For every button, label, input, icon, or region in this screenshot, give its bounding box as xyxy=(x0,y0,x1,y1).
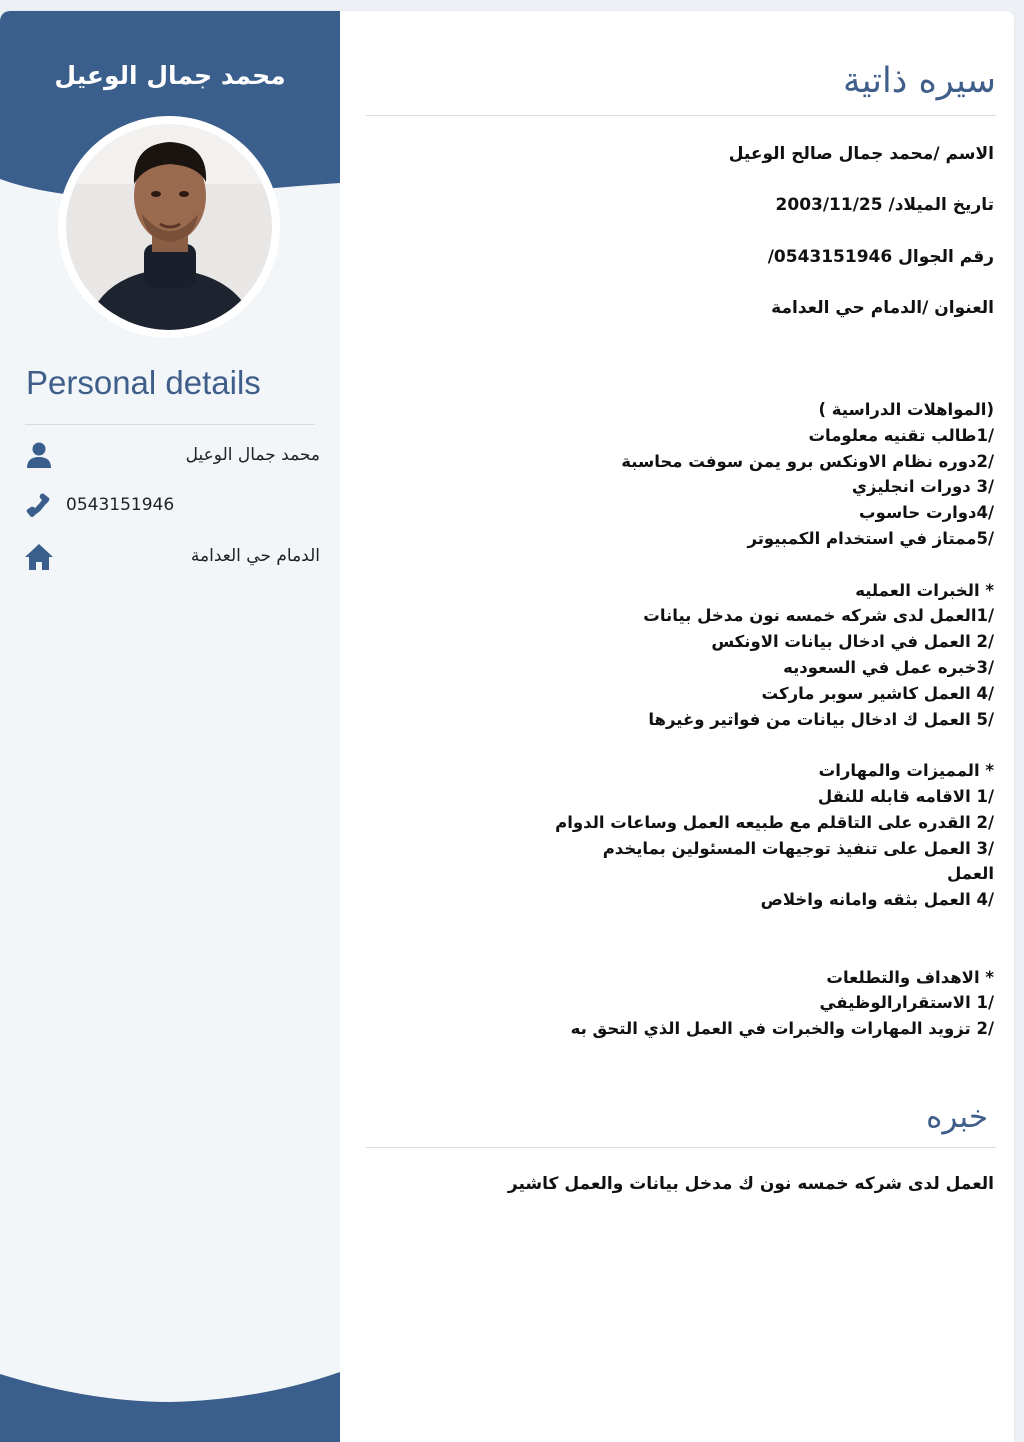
body-line: /1 الاقامه قابله للنقل xyxy=(817,786,994,806)
body-line xyxy=(555,939,994,965)
body-line xyxy=(555,552,994,578)
body-line: /5 العمل ك ادخال بيانات من فواتير وغيرها xyxy=(648,709,994,729)
title-divider xyxy=(366,115,996,116)
body-line: /3 دورات انجليزي xyxy=(851,477,994,497)
body-line: * الخبرات العمليه xyxy=(855,580,994,600)
info-mobile: رقم الجوال 0543151946/ xyxy=(767,247,994,267)
body-line: /1 الاستقرارالوظيفي xyxy=(819,993,994,1013)
body-line: /1طالب تقنيه معلومات xyxy=(808,425,994,445)
body-line: * المميزات والمهارات xyxy=(818,761,994,781)
experience-text: العمل لدى شركه خمسه نون ك مدخل بيانات والعمل كاشير xyxy=(507,1174,994,1194)
body-line: /4 العمل كاشير سوبر ماركت xyxy=(761,683,994,703)
page-title: سيره ذاتية xyxy=(842,61,996,101)
user-icon xyxy=(22,439,56,473)
body-line xyxy=(555,732,994,758)
body-line: /2 تزويد المهارات والخبرات في العمل الذي التحق به xyxy=(570,1019,994,1039)
body-line: /3خبره عمل في السعوديه xyxy=(783,657,994,677)
body-line: * الاهداف والتطلعات xyxy=(826,967,994,987)
body-line: /4دوارت حاسوب xyxy=(859,503,994,523)
body-line: /2 العمل في ادخال بيانات الاونكس xyxy=(711,632,994,652)
info-birth: تاريخ الميلاد/ 2003/11/25 xyxy=(775,195,994,215)
sidebar-name: محمد جمال الوعيل xyxy=(54,61,286,90)
body-line: /2دوره نظام الاونكس برو يمن سوفت محاسبة xyxy=(621,451,994,471)
personal-details-title: Personal details xyxy=(26,364,261,401)
body-line: /2 القدره على التاقلم مع طبيعه العمل وساعات الدوام xyxy=(555,812,994,832)
personal-details-divider xyxy=(25,424,315,425)
avatar xyxy=(58,116,280,338)
detail-address: الدمام حي العدامة xyxy=(190,546,320,566)
home-icon xyxy=(22,540,56,574)
experience-title: خبره xyxy=(926,1099,988,1135)
info-address: العنوان /الدمام حي العدامة xyxy=(771,298,994,318)
body-line: /5ممتاز في استخدام الكمبيوتر xyxy=(747,528,994,548)
detail-address-row xyxy=(22,540,320,574)
detail-name: محمد جمال الوعيل xyxy=(185,445,320,465)
sidebar-footer-wave xyxy=(0,1372,340,1442)
resume-page xyxy=(0,11,1014,1442)
body-line: العمل xyxy=(947,864,994,884)
body-line: (المواهلات الدراسية ) xyxy=(818,400,994,419)
body-line: /3 العمل على تنفيذ توجيهات المسئولين بمايخدم xyxy=(602,838,994,858)
detail-phone: 0543151946 xyxy=(66,495,175,515)
body-line: /4 العمل بثقه وامانه واخلاص xyxy=(760,890,994,910)
main-content xyxy=(366,11,996,1442)
phone-icon xyxy=(22,489,56,523)
detail-name-row xyxy=(22,439,320,473)
cv-body xyxy=(555,397,994,1042)
info-name: الاسم /محمد جمال صالح الوعيل xyxy=(728,144,994,164)
detail-phone-row xyxy=(22,489,320,523)
body-line xyxy=(555,913,994,939)
profile-photo xyxy=(66,124,272,330)
experience-divider xyxy=(366,1147,996,1148)
body-line: /1العمل لدى شركه خمسه نون مدخل بيانات xyxy=(643,606,994,626)
sidebar xyxy=(0,11,340,1442)
